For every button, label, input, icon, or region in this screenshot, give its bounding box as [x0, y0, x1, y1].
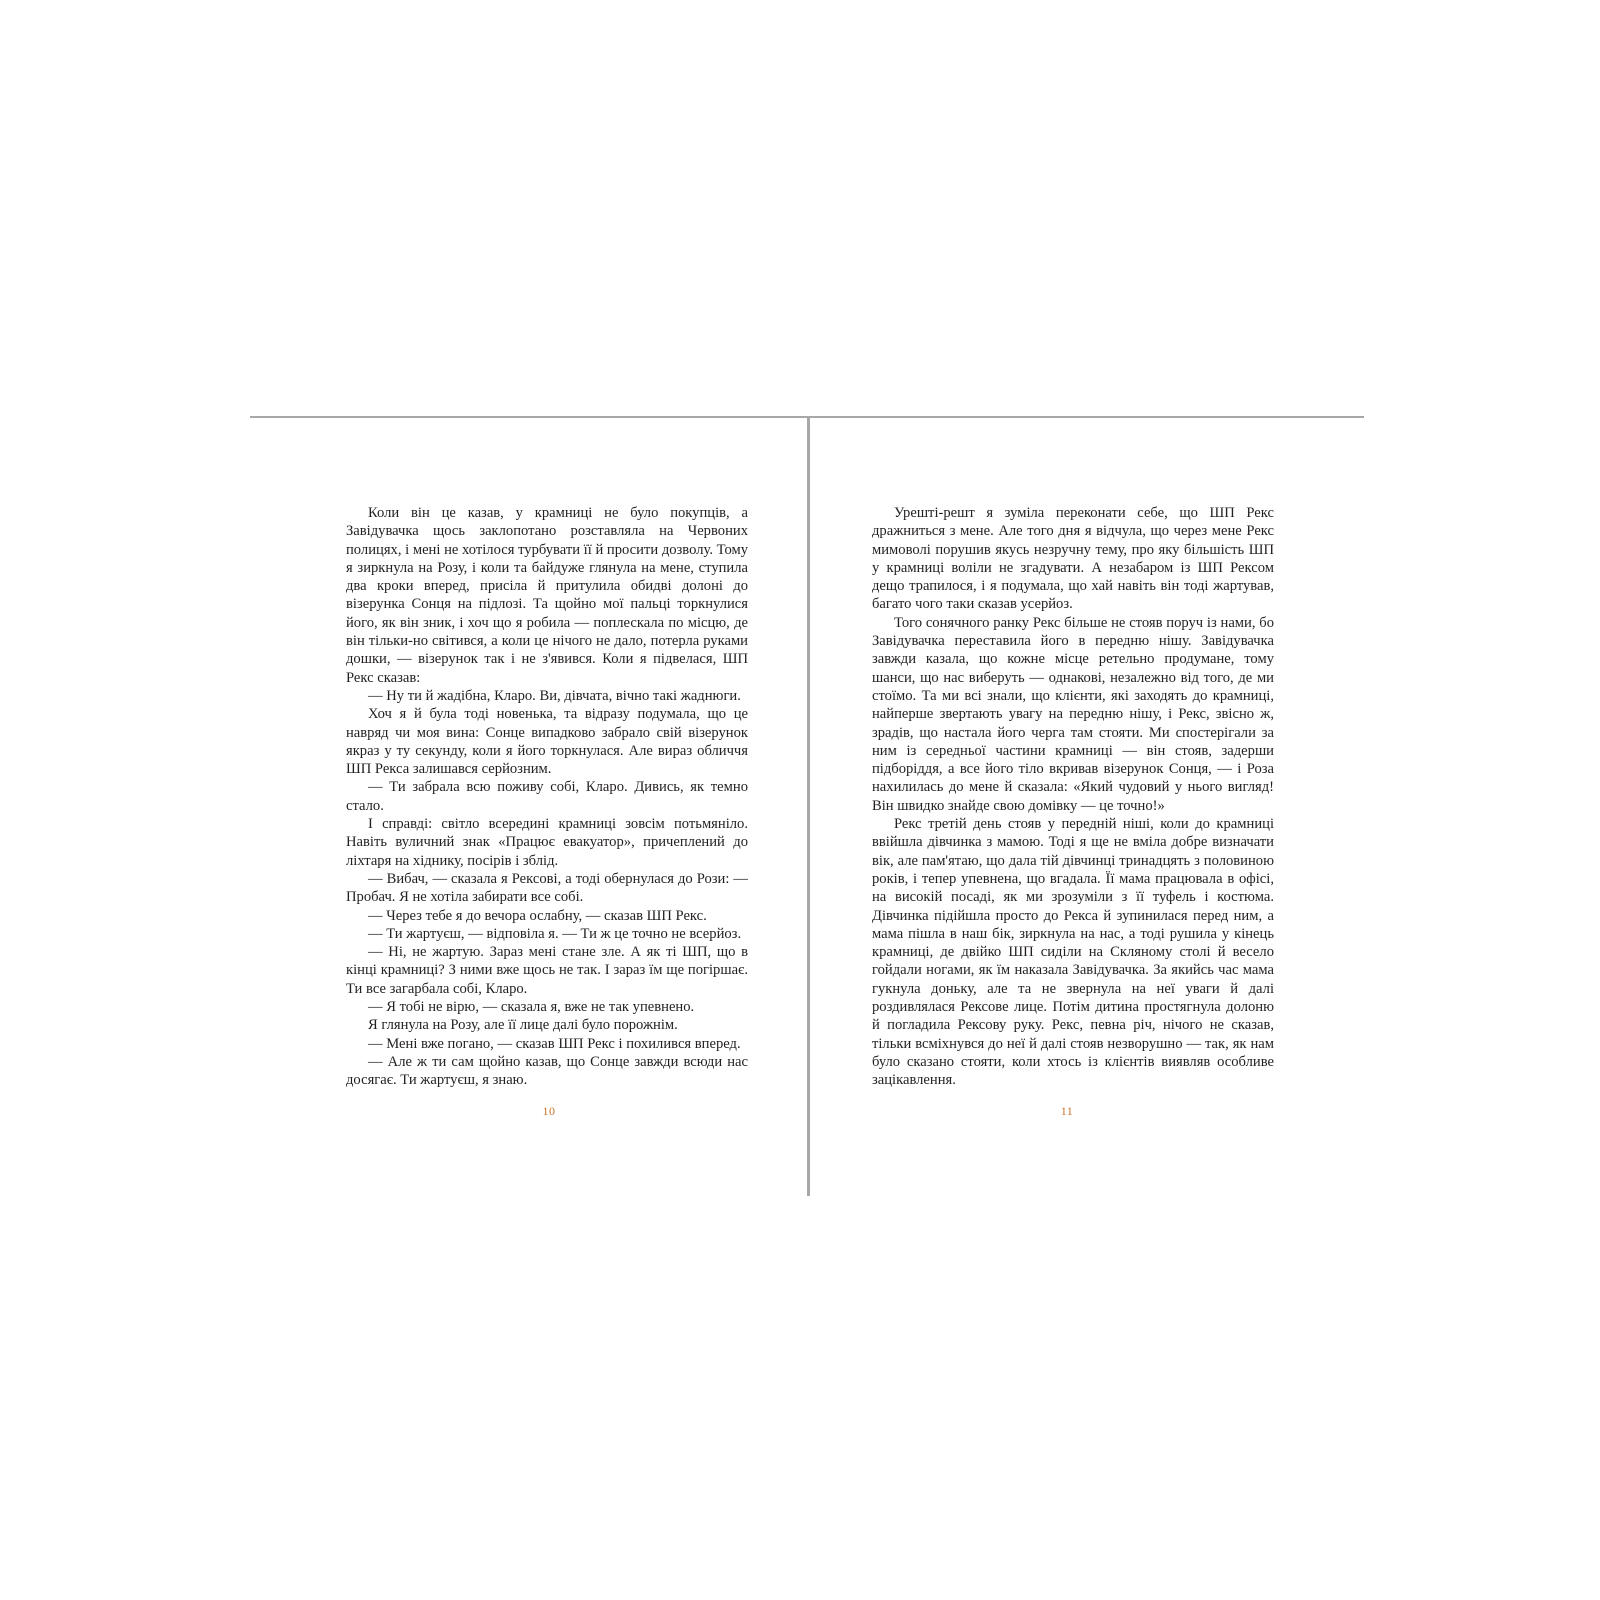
paragraph: Того сонячного ранку Рекс більше не стояв поруч із нами, бо Завідувачка переставила його в передню нішу. Завідувачка завжди казала, що кожне місце ретельно продумане, тому шанси, що нас виберуть — однакові, незалежно від того, де ми стоїмо. Та ми всі знали, що клієнти, які заходять до крамниці, найперше звертають увагу на передню нішу, і Рекс, звісно ж, зрадів, що настала його черга там стояти. Ми спостерігали за ним із середньої частини крамниці — він стояв, задерши підборіддя, а все його тіло вкривав візерунок Сонця, — і Роза нахилилась до мене й сказала: «Який чудовий у нього вигляд! Він швидко знайде свою домівку — це точно!»: [872, 614, 1274, 814]
left-page-number: 10: [542, 1104, 556, 1118]
paragraph: Рекс третій день стояв у передній ніші, коли до крамниці ввійшла дівчинка з мамою. Тоді я ще не вміла добре визначати вік, але пам'ятаю, що дала тій дівчинці тринадцять з половиною років, і тепер упевнена, що вгадала. Її мама працювала в офісі, на високій посаді, як ми зрозуміли з її туфель і костюма. Дівчинка підійшла просто до Рекса й зупинилася перед ним, а мама пішла в наш бік, зиркнула на нас, а тоді рушила у кінець крамниці, де двійко ШП сиділи на Скляному столі й весело гойдали ногами, як їм наказала Завідувачка. За якийсь час мама гукнула доньку, але та не звернула на неї уваги й далі роздивлялася Рексове лице. Потім дитина простягнула долоню й погладила Рексову руку. Рекс, певна річ, нічого не сказав, тільки всміхнувся до неї й далі стояв незворушно — так, як нам було сказано стояти, коли хтось із клієнтів виявляв особливе зацікавлення.: [872, 816, 1274, 1089]
right-page-text: [872, 504, 1274, 1090]
paragraph: — Ти забрала всю поживу собі, Кларо. Дивись, як темно стало.: [346, 779, 748, 814]
paragraph: І справді: світло всередині крамниці зовсім потьмяніло. Навіть вуличний знак «Працює евакуатор», причеплений до ліхтаря на хіднику, посірів і зблід.: [346, 816, 748, 869]
paragraph: — Через тебе я до вечора ослабну, — сказав ШП Рекс.: [368, 907, 707, 924]
book-spine: [807, 416, 810, 1196]
paragraph: — Ну ти й жадібна, Кларо. Ви, дівчата, вічно такі жаднюги.: [368, 687, 741, 704]
left-page-text: [346, 504, 748, 1090]
paragraph: Хоч я й була тоді новенька, та відразу подумала, що це навряд чи моя вина: Сонце випадково забрало свій візерунок якраз у ту секунду, коли я його торкнулася. Але вираз обличчя ШП Рекса залишався серйозним.: [346, 706, 748, 778]
paragraph: — Але ж ти сам щойно казав, що Сонце завжди всюди нас досягає. Ти жартуєш, я знаю.: [346, 1053, 748, 1089]
paragraph: — Ні, не жартую. Зараз мені стане зле. А як ті ШП, що в кінці крамниці? З ними вже щось не так. І зараз їм ще погіршає. Ти все загарбала собі, Кларо.: [346, 944, 748, 997]
paragraph: — Вибач, — сказала я Рексові, а тоді обернулася до Рози: — Пробач. Я не хотіла забирати все собі.: [346, 870, 748, 906]
paragraph: Коли він це казав, у крамниці не було покупців, а Завідувачка щось заклопотано розставляла на Червоних полицях, і мені не хотілося турбувати її й просити дозволу. Тому я зиркнула на Розу, і коли та байдуже глянула на мене, ступила два кроки вперед, присіла й притулила обидві долоні до візерунка Сонця на підлозі. Та щойно мої пальці торкнулися його, як він зник, і хоч що я робила — поплескала по місцю, де він тільки-но світився, а коли це нічого не дало, потерла руками дошки, — візерунок так і не з'явився. Коли я підвелася, ШП Рекс сказав:: [346, 505, 748, 686]
paragraph: — Я тобі не вірю, — сказала я, вже не так упевнено.: [368, 999, 695, 1016]
paragraph: Я глянула на Розу, але її лице далі було порожнім.: [368, 1017, 678, 1034]
paragraph: — Ти жартуєш, — відповіла я. — Ти ж це точно не всерйоз.: [368, 925, 742, 942]
paragraph: Урешті-решт я зуміла переконати себе, що ШП Рекс дражниться з мене. Але того дня я відчула, що через мене Рекс мимоволі порушив якусь незручну тему, про яку більшість ШП у крамниці воліли не згадувати. А незабаром із ШП Рексом дещо трапилося, і я подумала, що хай навіть він тоді жартував, багато чого таки сказав усерйоз.: [872, 505, 1274, 613]
paragraph: — Мені вже погано, — сказав ШП Рекс і похилився вперед.: [368, 1035, 741, 1052]
right-page-number: 11: [1060, 1104, 1074, 1118]
